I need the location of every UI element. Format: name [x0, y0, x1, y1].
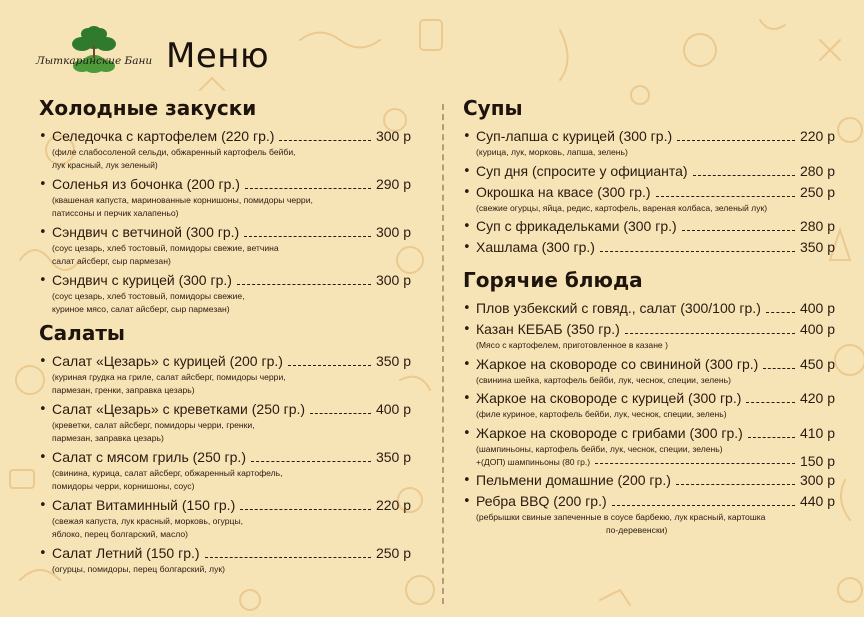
item-description: (ребрышки свиные запеченные в соусе барбекю, лук красный, картошка по-деревенски): [476, 512, 766, 535]
bullet-icon: •: [463, 301, 471, 316]
bullet-icon: •: [463, 494, 471, 509]
menu-item: [39, 353, 411, 396]
item-description: (свинина, курица, салат айсберг, обжаренный картофель, помидоры черри, корнишоны, соус): [52, 468, 283, 491]
bullet-icon: •: [463, 184, 471, 200]
right-column: [463, 92, 835, 540]
item-name: Плов узбекский с говяд., салат (300/100 гр.): [476, 300, 761, 316]
bullet-icon: •: [39, 225, 47, 240]
leader-dots: [766, 312, 795, 313]
leader-dots: [677, 140, 795, 141]
left-column: [39, 92, 411, 581]
item-name: Салат Летний (150 гр.): [52, 545, 200, 561]
menu-item: [39, 272, 411, 315]
leader-dots: [748, 437, 795, 438]
menu-item: [39, 401, 411, 444]
item-name: Суп дня (спросите у официанта): [476, 162, 688, 179]
item-description: (куриная грудка на гриле, салат айсберг, помидоры черри, пармезан, гренки, заправка цезарь): [52, 372, 286, 395]
bullet-icon: •: [463, 473, 471, 488]
bullet-icon: •: [39, 177, 47, 192]
section-title: Салаты: [39, 321, 125, 345]
item-price: 220 р: [375, 497, 411, 513]
item-description: (соус цезарь, хлеб тостовый, помидоры свежие, куриное мясо, салат айсберг, сыр пармезан): [52, 291, 245, 314]
leader-dots: [288, 365, 371, 366]
item-name: Селедочка с картофелем (220 гр.): [52, 128, 275, 144]
item-price: 350 р: [799, 239, 835, 255]
menu-item: [39, 497, 411, 540]
menu-item: [39, 449, 411, 492]
page-title: Меню: [166, 36, 270, 76]
menu-item: [463, 184, 835, 215]
menu-item: [463, 390, 835, 421]
item-name: Жаркое на сковороде с грибами (300 гр.): [476, 424, 743, 441]
menu-item: [463, 300, 835, 317]
item-description: (курица, лук, морковь, лапша, зелень): [476, 147, 628, 157]
item-description: (огурцы, помидоры, перец болгарский, лук): [52, 564, 225, 574]
bullet-icon: •: [463, 219, 471, 234]
leader-dots: [746, 402, 795, 403]
bullet-icon: •: [463, 391, 471, 406]
menu-item: [463, 493, 835, 536]
menu-item: [463, 128, 835, 159]
item-price: 290 р: [375, 176, 411, 192]
item-price: 400 р: [799, 321, 835, 337]
leader-dots: [279, 140, 371, 141]
leader-dots: [310, 413, 371, 414]
item-price: 250 р: [799, 183, 835, 200]
item-name: Окрошка на квасе (300 гр.): [476, 183, 651, 200]
logo: [30, 26, 158, 76]
item-description: (квашеная капуста, маринованные корнишоны, помидоры черри, патиссоны и перчик халапеньо): [52, 195, 313, 218]
column-divider: [442, 104, 444, 604]
item-name: Жаркое на сковороде с курицей (300 гр.): [476, 390, 742, 406]
item-price: 250 р: [375, 545, 411, 561]
item-price: 350 р: [375, 449, 411, 465]
item-name: Суп с фрикадельками (300 гр.): [476, 218, 677, 234]
menu-item: [39, 176, 411, 219]
bullet-icon: •: [39, 402, 47, 417]
logo-text: Лыткаринские Бани: [35, 55, 153, 67]
leader-dots: [656, 196, 795, 197]
section-title: Холодные закуски: [39, 96, 257, 120]
leader-dots: [676, 484, 795, 485]
section-title: Горячие блюда: [463, 268, 643, 292]
menu-item: [39, 128, 411, 171]
item-name: Салат «Цезарь» с креветками (250 гр.): [52, 401, 306, 417]
menu-item: [463, 425, 835, 469]
section-salads: [39, 321, 411, 576]
leader-dots: [595, 463, 795, 464]
leader-dots: [682, 230, 795, 231]
bullet-icon: •: [463, 322, 471, 337]
item-description: (креветки, салат айсберг, помидоры черри, гренки, пармезан, заправка цезарь): [52, 420, 255, 443]
bullet-icon: •: [39, 354, 47, 369]
item-name: Пельмени домашние (200 гр.): [476, 472, 671, 488]
menu-item: [463, 218, 835, 235]
item-name: Сэндвич с курицей (300 гр.): [52, 272, 232, 288]
item-description: (филе куриное, картофель бейби, лук, чеснок, специи, зелень): [476, 409, 727, 419]
item-price: 300 р: [375, 128, 411, 144]
item-name: Сэндвич с ветчиной (300 гр.): [52, 224, 240, 240]
leader-dots: [205, 557, 371, 558]
menu-item: [39, 224, 411, 267]
bullet-icon: •: [463, 163, 471, 179]
leader-dots: [612, 505, 795, 506]
item-description: (Мясо с картофелем, приготовленное в казане ): [476, 340, 668, 350]
extra-option: [476, 455, 835, 468]
bullet-icon: •: [39, 129, 47, 144]
item-price: 280 р: [799, 218, 835, 234]
item-price: 350 р: [375, 353, 411, 369]
bullet-icon: •: [39, 498, 47, 513]
oak-leaves-icon: [30, 26, 158, 76]
leader-dots: [625, 333, 795, 334]
leader-dots: [693, 175, 795, 176]
item-price: 220 р: [799, 128, 835, 144]
bullet-icon: •: [463, 425, 471, 441]
extra-option-text: +(ДОП) шампиньоны (80 гр.): [476, 456, 591, 467]
item-description: (филе слабосоленой сельди, обжаренный картофель бейби, лук красный, лук зеленый): [52, 147, 296, 170]
item-name: Соленья из бочонка (200 гр.): [52, 176, 240, 192]
item-price: 400 р: [799, 300, 835, 316]
bullet-icon: •: [39, 273, 47, 288]
item-description: (соус цезарь, хлеб тостовый, помидоры свежие, ветчина салат айсберг, сыр пармезан): [52, 243, 279, 266]
item-name: Казан КЕБАБ (350 гр.): [476, 321, 620, 337]
item-name: Салат с мясом гриль (250 гр.): [52, 449, 246, 465]
item-description: (шампиньоны, картофель бейби, лук, чеснок, специи, зелень): [476, 443, 723, 454]
section-hot-dishes: [463, 268, 835, 536]
item-name: Салат «Цезарь» с курицей (200 гр.): [52, 353, 283, 369]
item-price: 420 р: [799, 390, 835, 406]
item-name: Ребра BBQ (200 гр.): [476, 493, 607, 509]
item-name: Суп-лапша с курицей (300 гр.): [476, 128, 673, 144]
menu-item: [463, 321, 835, 352]
item-description: (свежая капуста, лук красный, морковь, огурцы, яблоко, перец болгарский, масло): [52, 516, 244, 539]
section-soups: [463, 96, 835, 256]
bullet-icon: •: [39, 450, 47, 465]
leader-dots: [251, 461, 371, 462]
item-description: (свежие огурцы, яйца, редис, картофель, вареная колбаса, зеленый лук): [476, 202, 768, 213]
item-price: 440 р: [799, 493, 835, 509]
menu-item: [463, 472, 835, 489]
item-price: 300 р: [375, 224, 411, 240]
section-title: Супы: [463, 96, 523, 120]
item-price: 280 р: [799, 162, 835, 179]
leader-dots: [245, 188, 371, 189]
leader-dots: [244, 236, 371, 237]
bullet-icon: •: [39, 546, 47, 561]
section-cold-appetizers: [39, 96, 411, 315]
menu-item: [463, 356, 835, 387]
bullet-icon: •: [463, 240, 471, 255]
item-price: 300 р: [799, 472, 835, 488]
leader-dots: [763, 368, 795, 369]
item-price: 400 р: [375, 401, 411, 417]
item-price: 410 р: [799, 424, 835, 441]
item-name: Салат Витаминный (150 гр.): [52, 497, 236, 513]
bullet-icon: •: [463, 356, 471, 372]
item-description: (свинина шейка, картофель бейби, лук, чеснок, специи, зелень): [476, 374, 731, 385]
leader-dots: [237, 284, 371, 285]
item-name: Хашлама (300 гр.): [476, 239, 595, 255]
leader-dots: [240, 509, 371, 510]
menu-item: [39, 545, 411, 576]
leader-dots: [600, 251, 795, 252]
menu-item: [463, 239, 835, 256]
item-price: 300 р: [375, 272, 411, 288]
bullet-icon: •: [463, 129, 471, 144]
item-name: Жаркое на сковороде со свининой (300 гр.): [476, 355, 759, 372]
extra-option-price: 150 р: [799, 453, 835, 469]
item-price: 450 р: [799, 355, 835, 372]
menu-item: [463, 163, 835, 180]
